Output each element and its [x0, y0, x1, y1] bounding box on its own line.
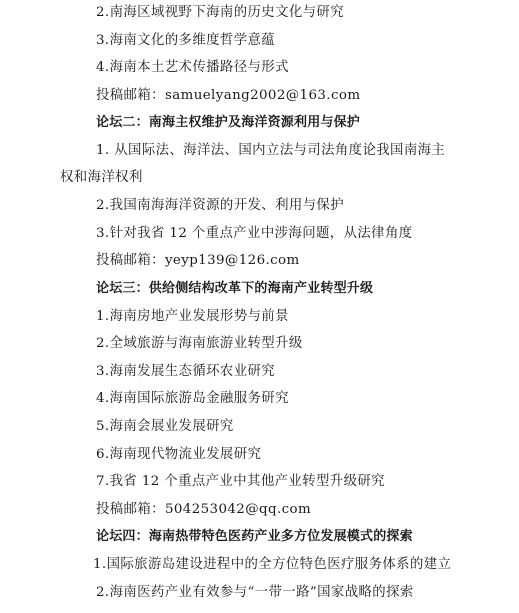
forum-heading: 论坛二：南海主权维护及海洋资源利用与保护 [96, 115, 361, 130]
submission-email: 投稿邮箱：yeyp139@126.com [96, 253, 300, 268]
topic-item-continuation: 权和海洋权利 [60, 170, 143, 185]
topic-item: 1. 从国际法、海洋法、国内立法与司法角度论我国南海主 [96, 143, 446, 158]
topic-item: 2.南海区域视野下海南的历史文化与研究 [96, 5, 345, 20]
topic-item: 3.针对我省 12 个重点产业中涉海问题，从法律角度 [96, 226, 413, 241]
topic-item: 3.海南发展生态循环农业研究 [96, 364, 276, 379]
forum-heading: 论坛四：海南热带特色医药产业多方位发展模式的探索 [96, 529, 413, 544]
topic-item: 6.海南现代物流业发展研究 [96, 447, 262, 462]
topic-item: 7.我省 12 个重点产业中其他产业转型升级研究 [96, 474, 385, 489]
topic-item: 4.海南国际旅游岛金融服务研究 [96, 391, 289, 406]
topic-item: 5.海南会展业发展研究 [96, 419, 234, 434]
topic-item: 3.海南文化的多维度哲学意蕴 [96, 33, 276, 48]
topic-item: 1.海南房地产业发展形势与前景 [96, 309, 289, 324]
submission-email: 投稿邮箱：samuelyang2002@163.com [96, 88, 361, 103]
topic-item: 4.海南本土艺术传播路径与形式 [96, 60, 289, 75]
topic-item: 2.我国南海海洋资源的开发、利用与保护 [96, 198, 345, 213]
topic-item: 2.全域旅游与海南旅游业转型升级 [96, 336, 303, 351]
forum-heading: 论坛三：供给侧结构改革下的海南产业转型升级 [96, 281, 374, 296]
submission-email: 投稿邮箱：504253042@qq.com [96, 502, 312, 517]
topic-item: 2.海南医药产业有效参与“一带一路”国家战略的探索 [96, 585, 414, 600]
topic-item: 1.国际旅游岛建设进程中的全方位特色医疗服务体系的建立 [93, 557, 452, 572]
